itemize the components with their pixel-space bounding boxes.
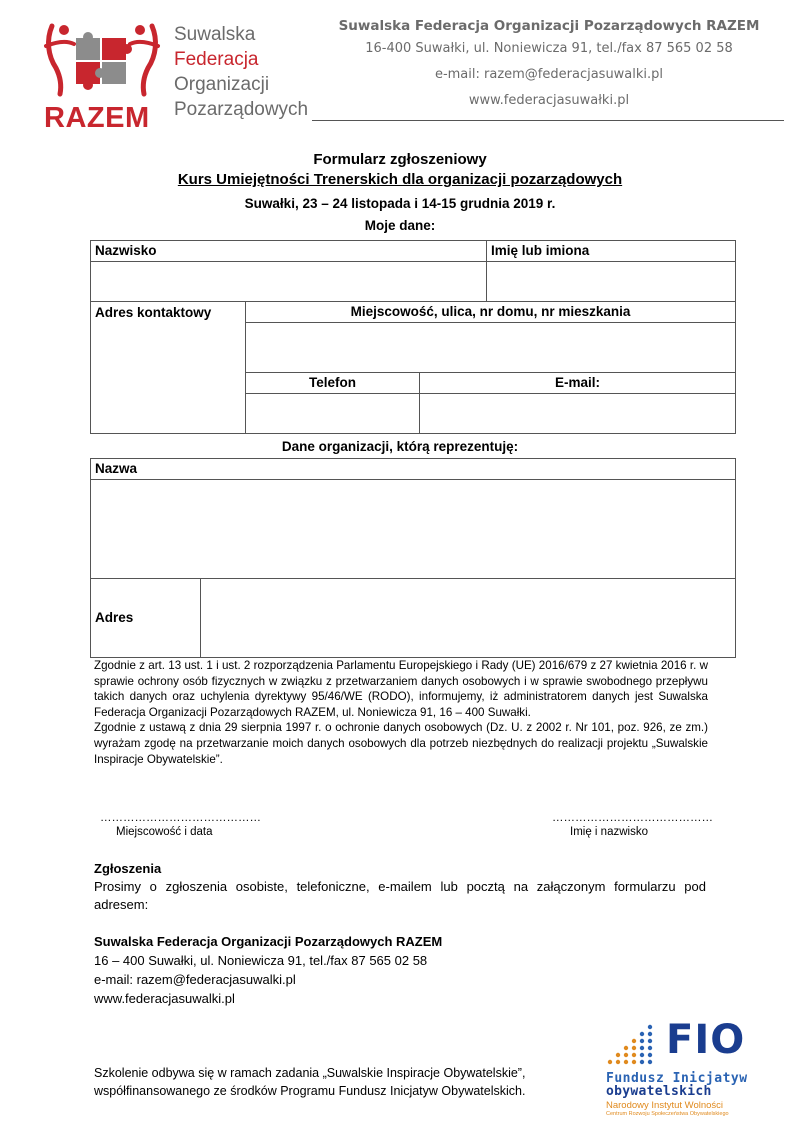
section-my-data-title: Moje dane: bbox=[364, 218, 436, 233]
gdpr-notice bbox=[94, 658, 708, 767]
surname-label: Nazwisko bbox=[91, 241, 487, 262]
org-name-label: Nazwa bbox=[91, 459, 736, 480]
fio-line-2: obywatelskich bbox=[606, 1084, 712, 1099]
course-dates: Suwałki, 23 – 24 listopada i 14-15 grudnia 2019 r. bbox=[244, 196, 556, 211]
gdpr-paragraph: Zgodnie z art. 13 ust. 1 i ust. 2 rozporządzenia Parlamentu Europejskiego i Rady (UE) 2016/679 z 27 kwietnia 2016 r. w sprawie ochrony osób fizycznych w związku z przetwarzaniem danych osobowych i w sprawie swobodnego przepływu takich danych oraz uchylenia dyrektywy 95/46/WE (RODO), informujemy, iż administratorem danych jest Suwalska Federacja Organizacji Pozarządowych RAZEM, ul. Noniewicza 91, 16 – 400 Suwałki. bbox=[94, 659, 708, 719]
first-names-label: Imię lub imiona bbox=[487, 241, 736, 262]
logo-word-2: Federacja bbox=[174, 49, 259, 70]
section-org-data-title: Dane organizacji, którą reprezentuję: bbox=[281, 439, 519, 454]
fio-wordmark: FIO bbox=[666, 1017, 746, 1063]
contact-address: 16 – 400 Suwałki, ul. Noniewicza 91, tel./fax 87 565 02 58 bbox=[94, 953, 428, 968]
header-contact bbox=[312, 16, 786, 114]
consent-paragraph: Zgodnie z ustawą z dnia 29 sierpnia 1997 r. o ochronie danych osobowych (Dz. U. z 2002 r. Nr 101, poz. 926, ze zm.) wyrażam zgodę na przetwarzanie moich danych osobowych dla potrzeb niezbędnych do realizacji projektu „Suwalskie Inspiracje Obywatelskie”. bbox=[94, 721, 708, 766]
funding-note bbox=[94, 1064, 525, 1100]
funding-line-1: Szkolenie odbywa się w ramach zadania „Suwalskie Inspiracje Obywatelskie”, bbox=[94, 1066, 526, 1080]
logo-wordmark: RAZEM bbox=[44, 102, 150, 134]
personal-data-table bbox=[90, 240, 736, 434]
razem-logo bbox=[42, 20, 332, 134]
logo-word-4: Pozarządowych bbox=[174, 99, 309, 120]
place-date-line: …………………………………… bbox=[100, 812, 261, 824]
first-names-field[interactable] bbox=[487, 262, 736, 302]
address-detail-label: Miejscowość, ulica, nr domu, nr mieszkania bbox=[246, 302, 736, 323]
header-website: www.federacjasuwałki.pl bbox=[468, 93, 630, 108]
puzzle-people-logo-icon bbox=[42, 20, 162, 98]
fio-line-3: Narodowy Instytut Wolności bbox=[606, 1100, 724, 1111]
email-field[interactable] bbox=[420, 394, 736, 434]
contact-org: Suwalska Federacja Organizacji Pozarządowych RAZEM bbox=[94, 934, 443, 949]
course-title: Kurs Umiejętności Trenerskich dla organizacji pozarządowych bbox=[177, 171, 623, 188]
header-org-name: Suwalska Federacja Organizacji Pozarządowych RAZEM bbox=[338, 18, 760, 34]
fio-dots-icon bbox=[604, 1022, 664, 1066]
phone-label: Telefon bbox=[246, 373, 420, 394]
fio-logo bbox=[604, 1017, 754, 1122]
contact-address-label: Adres kontaktowy bbox=[91, 302, 246, 434]
name-label: Imię i nazwisko bbox=[570, 826, 648, 838]
phone-field[interactable] bbox=[246, 394, 420, 434]
surname-field[interactable] bbox=[91, 262, 487, 302]
org-address-label: Adres bbox=[91, 579, 201, 658]
contact-email: e-mail: razem@federacjasuwalki.pl bbox=[94, 972, 296, 987]
contact-block bbox=[94, 932, 442, 1008]
place-date-label: Miejscowość i data bbox=[116, 826, 213, 838]
email-label: E-mail: bbox=[420, 373, 736, 394]
funding-line-2: współfinansowanego ze środków Programu Fundusz Inicjatyw Obywatelskich. bbox=[94, 1084, 526, 1098]
fio-line-4: Centrum Rozwoju Społeczeństwa Obywatelskiego bbox=[606, 1111, 729, 1117]
form-title: Formularz zgłoszeniowy bbox=[313, 151, 487, 168]
form-titles bbox=[90, 150, 710, 236]
signature-place-date bbox=[100, 812, 261, 838]
contact-website: www.federacjasuwalki.pl bbox=[94, 991, 235, 1006]
organization-data-table bbox=[90, 458, 736, 658]
org-name-field[interactable] bbox=[91, 480, 736, 579]
org-address-field[interactable] bbox=[201, 579, 736, 658]
signature-name bbox=[552, 812, 713, 838]
fio-line-1: Fundusz Inicjatyw bbox=[606, 1071, 748, 1086]
header-divider bbox=[312, 120, 784, 121]
header-address: 16-400 Suwałki, ul. Noniewicza 91, tel./fax 87 565 02 58 bbox=[365, 41, 733, 56]
logo-word-1: Suwalska bbox=[174, 24, 256, 45]
applications-section bbox=[94, 860, 706, 914]
applications-heading: Zgłoszenia bbox=[94, 861, 162, 876]
address-detail-field[interactable] bbox=[246, 323, 736, 373]
logo-words bbox=[174, 22, 308, 122]
header-email: e-mail: razem@federacjasuwalki.pl bbox=[434, 67, 664, 82]
logo-word-3: Organizacji bbox=[174, 74, 270, 95]
applications-text: Prosimy o zgłoszenia osobiste, telefoniczne, e-mailem lub pocztą na załączonym formularzu pod adresem: bbox=[94, 879, 706, 912]
name-line: …………………………………… bbox=[552, 812, 713, 824]
